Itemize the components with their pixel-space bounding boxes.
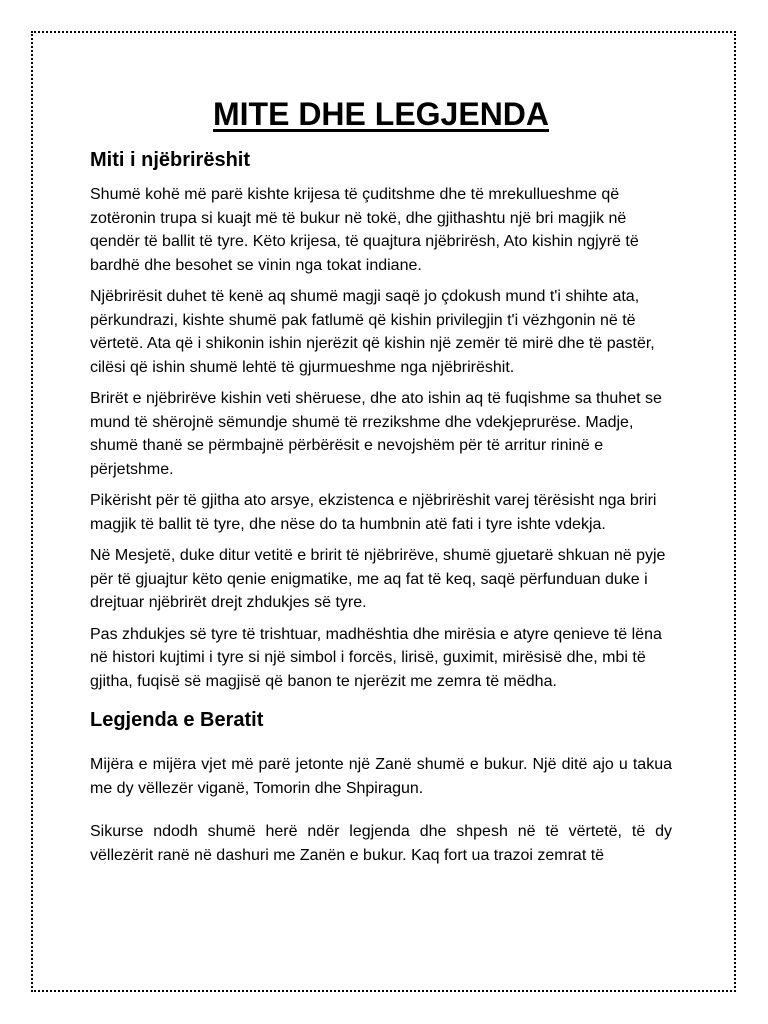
- document-body: [90, 90, 672, 867]
- paragraph: Njëbrirësit duhet të kenë aq shumë magji saqë jo çdokush mund t'i shihte ata, përkundrazi, kishte shumë pak fatlumë që kishin privilegjin t'i vëzhgonin në të vërtetë. Ata që i shikonin ishin njerëzit që kishin një zemër të mirë dhe të pastër, cilësi që ishin shumë lehtë të gjurmueshme nga njëbrirëshit.: [90, 288, 655, 376]
- paragraph: Brirët e njëbrirëve kishin veti shëruese, dhe ato ishin aq të fuqishme sa thuhet se mund të shërojnë sëmundje shumë të rrezikshme dhe vdekjeprurëse. Madje, shumë thanë se përmbajnë përbërësit e nevojshëm për të arritur rininë e përjetshme.: [90, 390, 662, 478]
- paragraph: Sikurse ndodh shumë herë ndër legjenda dhe shpesh në të vërtetë, të dy vëllezërit ranë në dashuri me Zanën e bukur. Kaq fort ua trazoi zemrat të: [90, 823, 672, 864]
- paragraph: Pikërisht për të gjitha ato arsye, ekzistenca e njëbrirëshit varej tërësisht nga briri magjik të ballit të tyre, dhe nëse do ta humbnin atë fati i tyre ishte vdekja.: [90, 492, 657, 533]
- paragraph: Në Mesjetë, duke ditur vetitë e bririt të njëbrirëve, shumë gjuetarë shkuan në pyje për të gjuajtur këto qenie enigmatike, me aq fat të keq, saqë përfunduan duke i drejtuar njëbrirët drejt zhdukjes së tyre.: [90, 547, 666, 611]
- section-heading-unicorn: Miti i njëbrirëshit: [90, 149, 251, 171]
- section-heading-berat: Legjenda e Beratit: [90, 709, 264, 731]
- paragraph: Shumë kohë më parë kishte krijesa të çuditshme dhe të mrekullueshme që zotëronin trupa si kuajt më të bukur në tokë, dhe gjithashtu një bri magjik në qendër të ballit të tyre. Këto krijesa, të quajtura njëbrirësh, Ato kishin ngjyrë të bardhë dhe besohet se vinin nga tokat indiane.: [90, 186, 639, 274]
- paragraph: Mijëra e mijëra vjet më parë jetonte një Zanë shumë e bukur. Një ditë ajo u takua me dy vëllezër viganë, Tomorin dhe Shpiragun.: [90, 756, 672, 797]
- paragraph: Pas zhdukjes së tyre të trishtuar, madhështia dhe mirësia e atyre qenieve të lëna në histori kujtimi i tyre si një simbol i forcës, lirisë, guximit, mirësisë dhe, mbi të gjitha, fuqisë së magjisë që banon te njerëzit me zemra të mëdha.: [90, 625, 662, 690]
- document-title: MITE DHE LEGJENDA: [212, 96, 550, 132]
